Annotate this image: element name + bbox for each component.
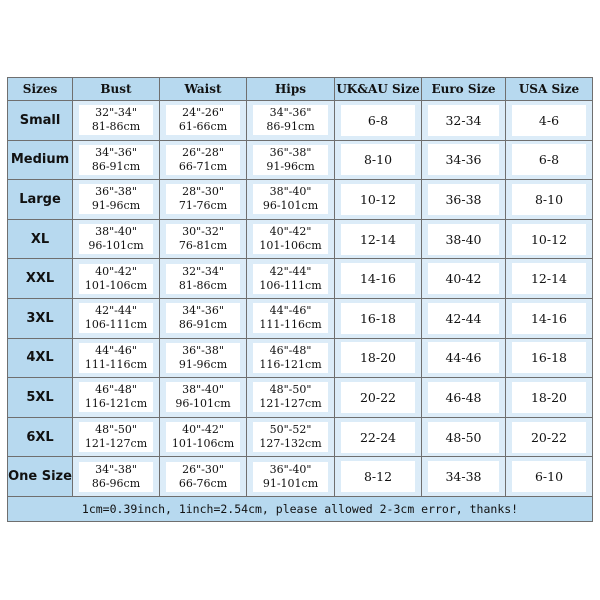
uk-au-size-value: 14-16	[341, 263, 415, 294]
euro-size-value: 46-48	[428, 382, 499, 413]
hips-value-box	[253, 105, 328, 135]
waist-cm: 96-101cm	[175, 397, 231, 411]
bust-cell	[73, 219, 160, 259]
hips-inches: 44"-46"	[269, 304, 312, 318]
hips-inches: 38"-40"	[269, 185, 312, 199]
size-label: Large	[8, 180, 73, 220]
waist-cell	[160, 180, 247, 220]
hips-inches: 36"-40"	[269, 462, 312, 476]
table-row	[8, 101, 593, 141]
size-label: 6XL	[8, 417, 73, 457]
bust-cell	[73, 180, 160, 220]
uk-au-size-cell	[335, 101, 422, 141]
table-row	[8, 180, 593, 220]
hips-value-box	[253, 422, 328, 452]
usa-size-cell	[506, 298, 593, 338]
bust-value-box	[79, 382, 153, 412]
hips-inches: 50"-52"	[269, 423, 312, 437]
bust-inches: 32"-34"	[95, 106, 137, 120]
uk-au-size-value: 8-10	[341, 144, 415, 175]
size-label: One Size	[8, 457, 73, 497]
bust-value-box	[79, 145, 153, 175]
bust-inches: 42"-44"	[95, 304, 137, 318]
hips-value-box	[253, 184, 328, 214]
hips-cell	[247, 417, 335, 457]
hips-cell	[247, 180, 335, 220]
waist-cell	[160, 417, 247, 457]
usa-size-value: 4-6	[512, 105, 586, 136]
usa-size-cell	[506, 417, 593, 457]
waist-inches: 32"-34"	[182, 264, 224, 278]
waist-value-box	[166, 462, 240, 492]
bust-value-box	[79, 462, 153, 492]
bust-inches: 40"-42"	[95, 264, 137, 278]
bust-inches: 34"-36"	[95, 145, 137, 159]
uk-au-size-cell	[335, 180, 422, 220]
waist-cell	[160, 219, 247, 259]
bust-inches: 44"-46"	[95, 343, 137, 357]
table-row	[8, 457, 593, 497]
uk-au-size-value: 10-12	[341, 184, 415, 215]
waist-cell	[160, 338, 247, 378]
header-uk-au-size: UK&AU Size	[335, 78, 422, 101]
header-row	[8, 78, 593, 101]
bust-cm: 81-86cm	[91, 120, 141, 134]
hips-cell	[247, 259, 335, 299]
euro-size-value: 36-38	[428, 184, 499, 215]
hips-cm: 91-96cm	[266, 159, 315, 173]
bust-cell	[73, 417, 160, 457]
bust-cm: 91-96cm	[91, 199, 141, 213]
hips-cell	[247, 219, 335, 259]
table-row	[8, 338, 593, 378]
hips-value-box	[253, 224, 328, 254]
bust-cm: 86-96cm	[91, 476, 141, 490]
bust-cell	[73, 378, 160, 418]
uk-au-size-cell	[335, 259, 422, 299]
hips-cm: 106-111cm	[259, 278, 322, 292]
waist-value-box	[166, 105, 240, 135]
header-euro-size: Euro Size	[422, 78, 506, 101]
waist-cell	[160, 140, 247, 180]
hips-inches: 34"-36"	[269, 106, 312, 120]
size-chart-table	[7, 77, 593, 522]
euro-size-value: 48-50	[428, 422, 499, 453]
waist-cm: 91-96cm	[178, 357, 228, 371]
waist-cell	[160, 259, 247, 299]
bust-value-box	[79, 422, 153, 452]
bust-inches: 46"-48"	[95, 383, 137, 397]
uk-au-size-value: 16-18	[341, 303, 415, 334]
usa-size-cell	[506, 457, 593, 497]
header-hips: Hips	[247, 78, 335, 101]
hips-value-box	[253, 343, 328, 373]
hips-cm: 96-101cm	[262, 199, 319, 213]
bust-cell	[73, 298, 160, 338]
uk-au-size-cell	[335, 338, 422, 378]
euro-size-cell	[422, 338, 506, 378]
uk-au-size-cell	[335, 219, 422, 259]
hips-cm: 91-101cm	[262, 476, 319, 490]
table-row	[8, 259, 593, 299]
hips-cell	[247, 101, 335, 141]
uk-au-size-cell	[335, 417, 422, 457]
usa-size-cell	[506, 140, 593, 180]
hips-cell	[247, 298, 335, 338]
bust-value-box	[79, 303, 153, 333]
header-sizes: Sizes	[8, 78, 73, 101]
bust-cm: 86-91cm	[91, 159, 141, 173]
usa-size-value: 14-16	[512, 303, 586, 334]
euro-size-cell	[422, 140, 506, 180]
euro-size-value: 42-44	[428, 303, 499, 334]
usa-size-cell	[506, 259, 593, 299]
size-label: 5XL	[8, 378, 73, 418]
size-label: XL	[8, 219, 73, 259]
waist-cm: 86-91cm	[178, 318, 228, 332]
bust-cell	[73, 259, 160, 299]
hips-value-box	[253, 382, 328, 412]
uk-au-size-value: 12-14	[341, 224, 415, 255]
hips-cell	[247, 457, 335, 497]
bust-cm: 106-111cm	[84, 318, 148, 332]
waist-inches: 38"-40"	[182, 383, 224, 397]
uk-au-size-value: 8-12	[341, 461, 415, 492]
hips-cm: 86-91cm	[266, 120, 315, 134]
hips-cm: 116-121cm	[259, 357, 322, 371]
size-label: Small	[8, 101, 73, 141]
waist-value-box	[166, 184, 240, 214]
bust-value-box	[79, 224, 153, 254]
usa-size-cell	[506, 219, 593, 259]
footnote-row	[8, 497, 593, 522]
euro-size-cell	[422, 259, 506, 299]
waist-cell	[160, 298, 247, 338]
euro-size-cell	[422, 219, 506, 259]
bust-value-box	[79, 184, 153, 214]
bust-cm: 96-101cm	[88, 239, 144, 253]
euro-size-value: 44-46	[428, 342, 499, 373]
table-row	[8, 378, 593, 418]
hips-value-box	[253, 462, 328, 492]
uk-au-size-cell	[335, 298, 422, 338]
euro-size-value: 32-34	[428, 105, 499, 136]
hips-cm: 101-106cm	[259, 239, 322, 253]
uk-au-size-value: 22-24	[341, 422, 415, 453]
uk-au-size-value: 20-22	[341, 382, 415, 413]
bust-inches: 48"-50"	[95, 423, 137, 437]
bust-inches: 38"-40"	[95, 225, 137, 239]
waist-inches: 30"-32"	[182, 225, 224, 239]
usa-size-cell	[506, 338, 593, 378]
bust-cm: 111-116cm	[84, 357, 148, 371]
euro-size-value: 40-42	[428, 263, 499, 294]
euro-size-cell	[422, 378, 506, 418]
hips-inches: 46"-48"	[269, 343, 312, 357]
size-label: Medium	[8, 140, 73, 180]
euro-size-value: 38-40	[428, 224, 499, 255]
waist-cell	[160, 378, 247, 418]
euro-size-value: 34-38	[428, 461, 499, 492]
waist-value-box	[166, 224, 240, 254]
waist-cm: 71-76cm	[178, 199, 228, 213]
usa-size-value: 20-22	[512, 422, 586, 453]
waist-cell	[160, 457, 247, 497]
bust-cm: 121-127cm	[84, 437, 148, 451]
waist-value-box	[166, 303, 240, 333]
bust-cell	[73, 140, 160, 180]
waist-inches: 34"-36"	[182, 304, 224, 318]
hips-inches: 40"-42"	[269, 225, 312, 239]
waist-inches: 26"-30"	[182, 462, 224, 476]
hips-inches: 42"-44"	[269, 264, 312, 278]
hips-cell	[247, 140, 335, 180]
usa-size-value: 6-8	[512, 144, 586, 175]
waist-inches: 36"-38"	[182, 343, 224, 357]
bust-cm: 101-106cm	[84, 278, 148, 292]
table-row	[8, 298, 593, 338]
uk-au-size-cell	[335, 457, 422, 497]
bust-cm: 116-121cm	[84, 397, 148, 411]
waist-cm: 101-106cm	[171, 437, 235, 451]
hips-value-box	[253, 303, 328, 333]
hips-cell	[247, 338, 335, 378]
usa-size-cell	[506, 378, 593, 418]
size-label: XXL	[8, 259, 73, 299]
waist-cm: 66-76cm	[178, 476, 228, 490]
bust-cell	[73, 338, 160, 378]
waist-inches: 26"-28"	[182, 145, 224, 159]
uk-au-size-value: 18-20	[341, 342, 415, 373]
waist-cell	[160, 101, 247, 141]
hips-value-box	[253, 145, 328, 175]
hips-cm: 121-127cm	[259, 397, 322, 411]
usa-size-value: 6-10	[512, 461, 586, 492]
usa-size-value: 10-12	[512, 224, 586, 255]
bust-value-box	[79, 264, 153, 294]
usa-size-value: 8-10	[512, 184, 586, 215]
waist-value-box	[166, 264, 240, 294]
bust-value-box	[79, 105, 153, 135]
table-row	[8, 219, 593, 259]
usa-size-cell	[506, 180, 593, 220]
waist-inches: 40"-42"	[182, 423, 224, 437]
bust-value-box	[79, 343, 153, 373]
hips-cm: 127-132cm	[259, 437, 322, 451]
uk-au-size-cell	[335, 140, 422, 180]
usa-size-value: 16-18	[512, 342, 586, 373]
euro-size-cell	[422, 457, 506, 497]
hips-cm: 111-116cm	[259, 318, 322, 332]
waist-cm: 76-81cm	[178, 239, 228, 253]
table-row	[8, 417, 593, 457]
waist-inches: 28"-30"	[182, 185, 224, 199]
hips-inches: 48"-50"	[269, 383, 312, 397]
waist-value-box	[166, 382, 240, 412]
bust-cell	[73, 457, 160, 497]
header-usa-size: USA Size	[506, 78, 593, 101]
euro-size-cell	[422, 180, 506, 220]
uk-au-size-cell	[335, 378, 422, 418]
euro-size-cell	[422, 417, 506, 457]
waist-value-box	[166, 422, 240, 452]
bust-inches: 34"-38"	[95, 462, 137, 476]
size-label: 4XL	[8, 338, 73, 378]
uk-au-size-value: 6-8	[341, 105, 415, 136]
waist-inches: 24"-26"	[182, 106, 224, 120]
hips-value-box	[253, 264, 328, 294]
bust-cell	[73, 101, 160, 141]
usa-size-value: 12-14	[512, 263, 586, 294]
waist-cm: 61-66cm	[178, 120, 228, 134]
waist-cm: 66-71cm	[178, 159, 228, 173]
hips-cell	[247, 378, 335, 418]
hips-inches: 36"-38"	[269, 145, 312, 159]
euro-size-cell	[422, 101, 506, 141]
usa-size-value: 18-20	[512, 382, 586, 413]
bust-inches: 36"-38"	[95, 185, 137, 199]
waist-value-box	[166, 145, 240, 175]
header-bust: Bust	[73, 78, 160, 101]
euro-size-cell	[422, 298, 506, 338]
waist-value-box	[166, 343, 240, 373]
size-label: 3XL	[8, 298, 73, 338]
table-row	[8, 140, 593, 180]
header-waist: Waist	[160, 78, 247, 101]
euro-size-value: 34-36	[428, 144, 499, 175]
usa-size-cell	[506, 101, 593, 141]
waist-cm: 81-86cm	[178, 278, 228, 292]
footnote: 1cm=0.39inch, 1inch=2.54cm, please allowed 2-3cm error, thanks!	[8, 497, 593, 522]
